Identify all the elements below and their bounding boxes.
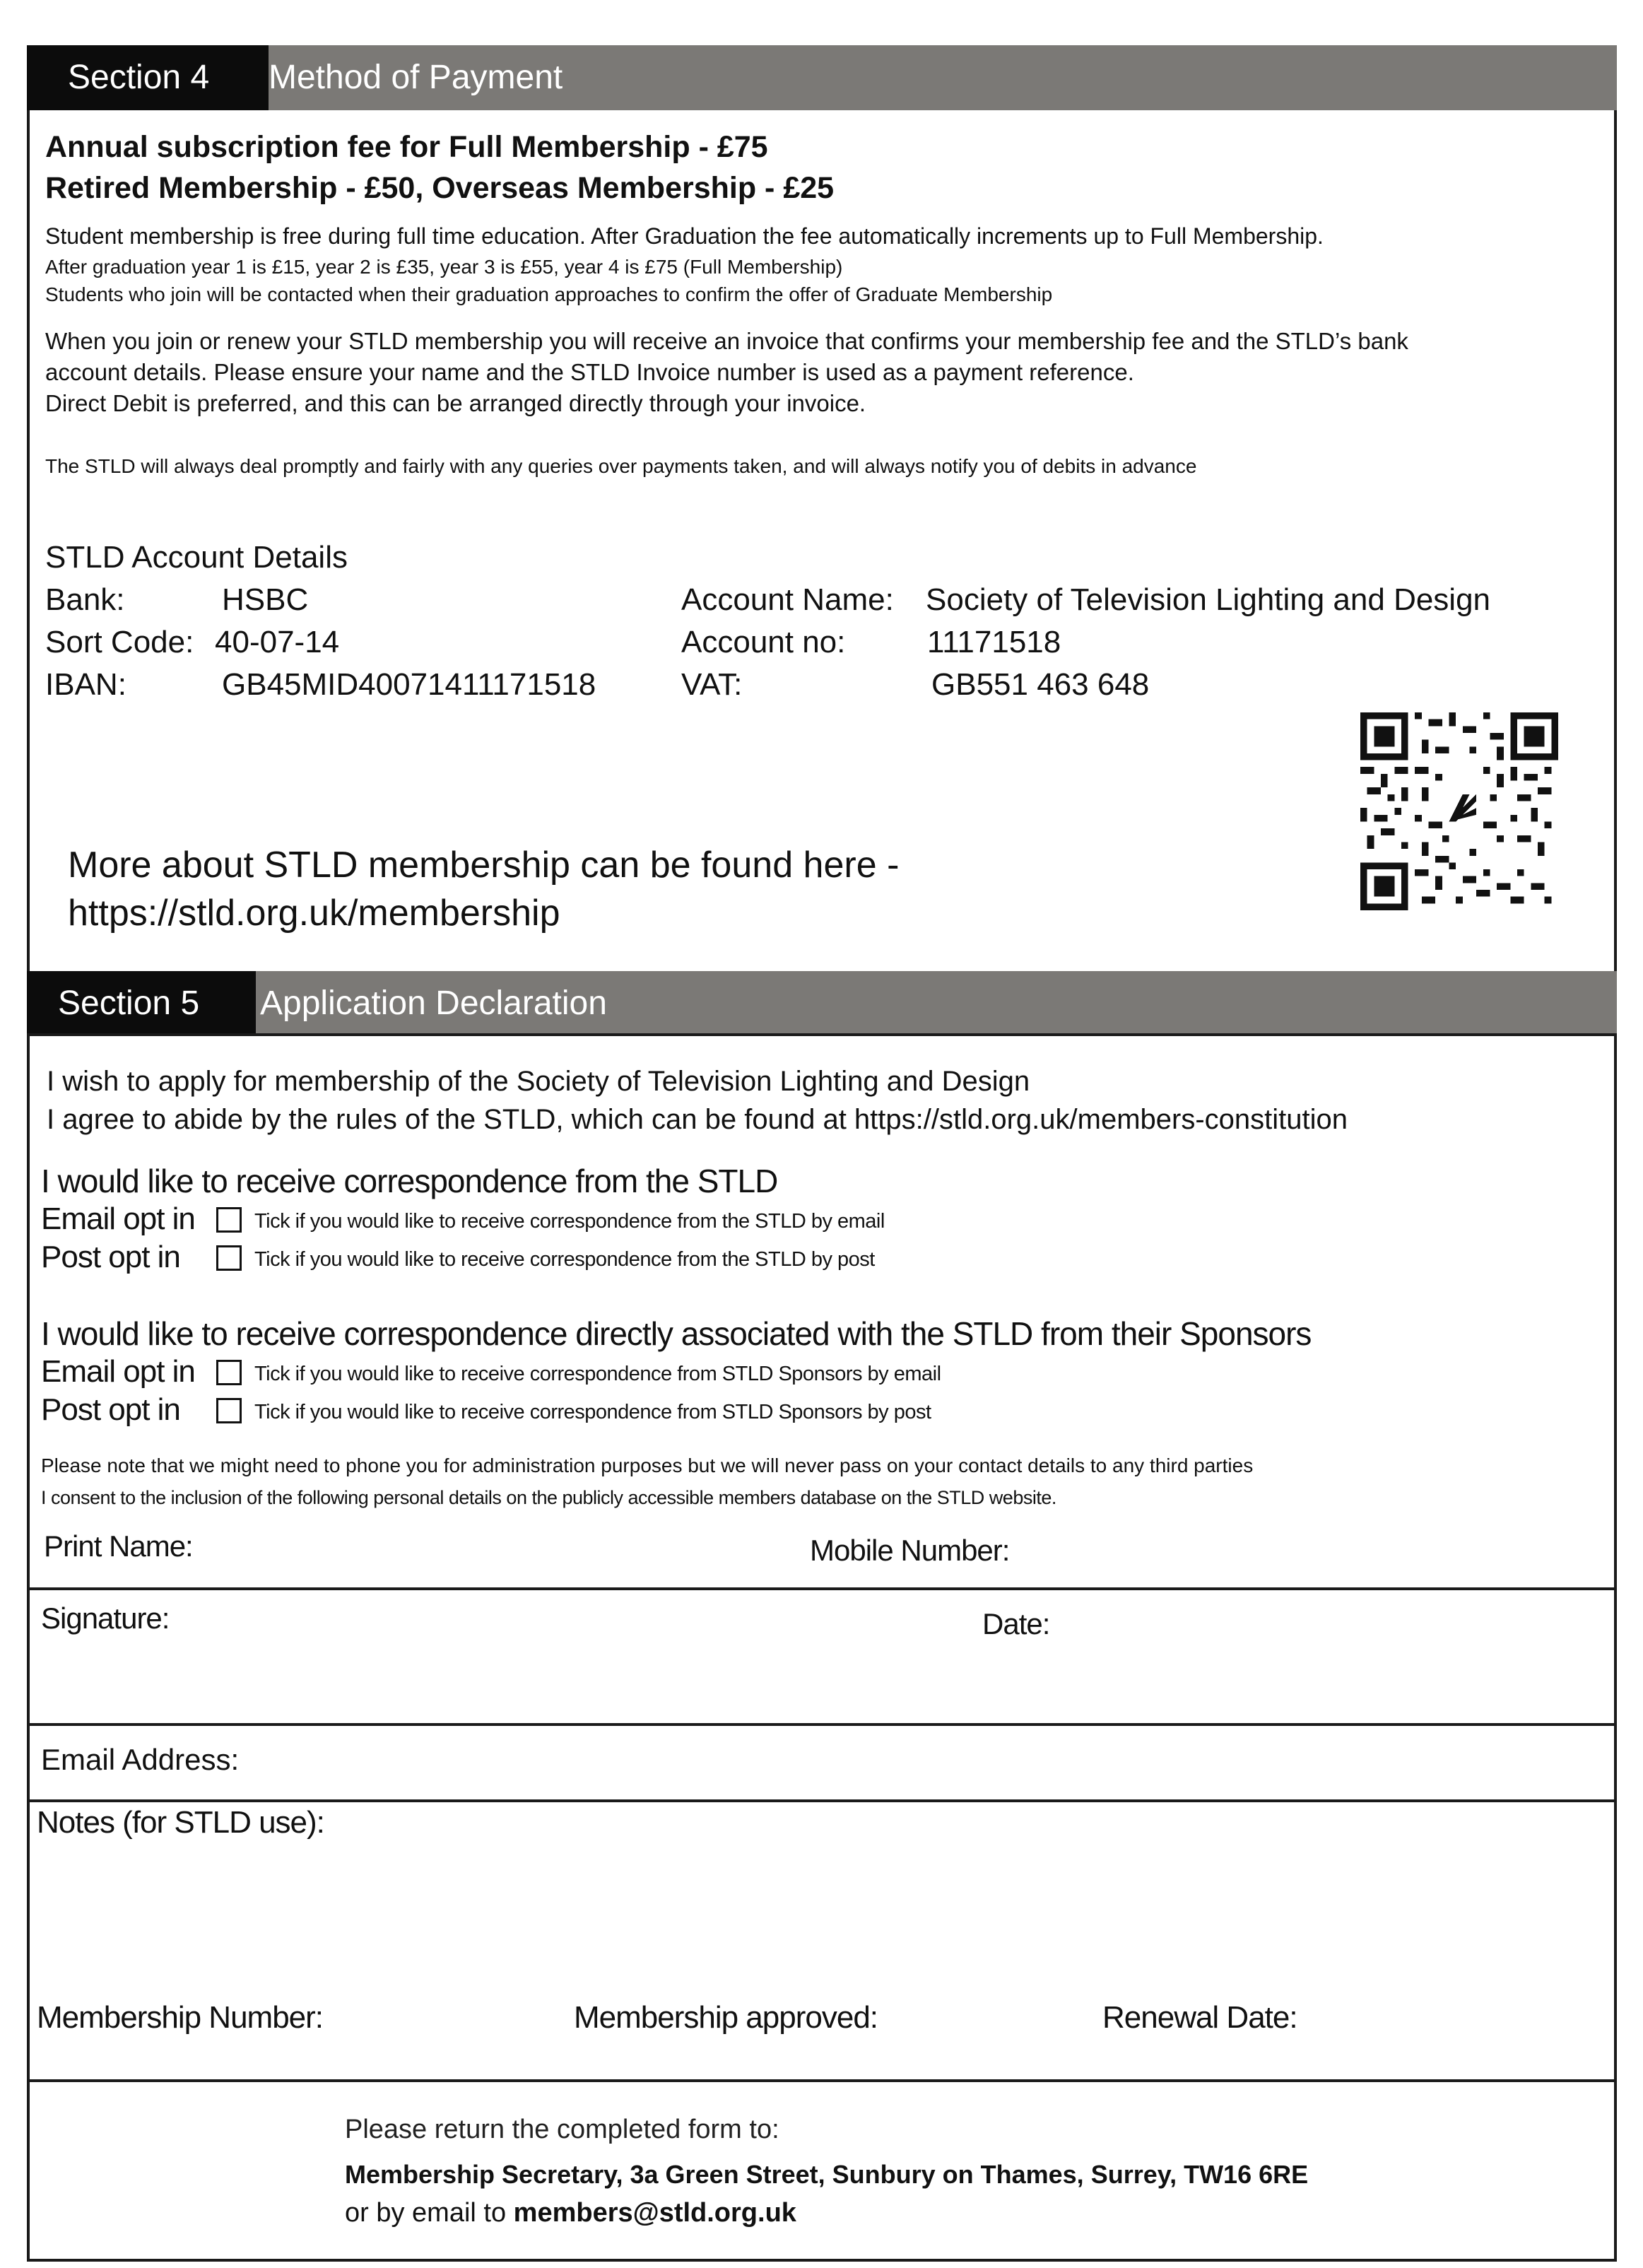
- section-5-number: Section 5: [27, 971, 256, 1036]
- return-address: Membership Secretary, 3a Green Street, Sunbury on Thames, Surrey, TW16 6RE: [345, 2160, 1309, 2189]
- account-name-label: Account Name:: [681, 582, 894, 617]
- return-email-prefix: or by email to: [345, 2198, 514, 2228]
- bank-label: Bank:: [45, 582, 125, 617]
- sponsor-post-opt-text: Tick if you would like to receive correspondence from STLD Sponsors by post: [254, 1401, 931, 1423]
- fee-line-2: Retired Membership - £50, Overseas Membership - £25: [45, 171, 835, 205]
- section-5-header-rule: [27, 1033, 1617, 1036]
- more-info-line-1: More about STLD membership can be found here -: [68, 845, 900, 886]
- iban-value: GB45MID40071411171518: [222, 667, 596, 702]
- sponsor-post-opt-label: Post opt in: [41, 1392, 180, 1427]
- stld-post-opt-label: Post opt in: [41, 1240, 180, 1274]
- account-name-value: Society of Television Lighting and Design: [926, 582, 1491, 617]
- iban-label: IBAN:: [45, 667, 126, 702]
- email-address-label: Email Address:: [41, 1743, 240, 1776]
- stld-email-opt-label: Email opt in: [41, 1201, 195, 1236]
- stld-email-opt-text: Tick if you would like to receive correspondence from the STLD by email: [254, 1210, 885, 1233]
- mobile-number-label: Mobile Number:: [810, 1534, 1010, 1567]
- return-email-line: [345, 2198, 796, 2228]
- bank-value: HSBC: [222, 582, 309, 617]
- invoice-line-1: When you join or renew your STLD membership you will receive an invoice that confirms your membership fee and the STLD’s bank: [45, 328, 1408, 354]
- sponsor-post-checkbox[interactable]: [216, 1398, 242, 1423]
- queries-note: The STLD will always deal promptly and fairly with any queries over payments taken, and will always notify you of debits in advance: [45, 455, 1197, 477]
- row-rule-3: [27, 1799, 1617, 1802]
- stld-email-checkbox[interactable]: [216, 1207, 242, 1233]
- sponsor-email-opt-label: Email opt in: [41, 1354, 195, 1389]
- signature-label: Signature:: [41, 1602, 170, 1635]
- membership-approved-label: Membership approved:: [574, 2000, 878, 2035]
- renewal-date-label: Renewal Date:: [1102, 2000, 1297, 2035]
- row-rule-4: [27, 2079, 1617, 2082]
- stld-post-opt-text: Tick if you would like to receive correspondence from the STLD by post: [254, 1248, 875, 1271]
- vat-label: VAT:: [681, 667, 743, 702]
- membership-url[interactable]: https://stld.org.uk/membership: [68, 893, 560, 934]
- print-name-label: Print Name:: [44, 1529, 193, 1563]
- account-no-label: Account no:: [681, 625, 846, 659]
- section-4-header: [27, 45, 1617, 110]
- sort-code-value: 40-07-14: [215, 625, 340, 659]
- fee-line-1: Annual subscription fee for Full Membership - £75: [45, 130, 768, 164]
- vat-value: GB551 463 648: [931, 667, 1150, 702]
- invoice-line-2: account details. Please ensure your name and the STLD Invoice number is used as a payment reference.: [45, 359, 1134, 385]
- qr-code-icon[interactable]: [1360, 712, 1558, 910]
- sponsor-email-checkbox[interactable]: [216, 1360, 242, 1385]
- consent-note: I consent to the inclusion of the following personal details on the publicly accessible members database on the STLD website.: [41, 1487, 1056, 1508]
- date-label: Date:: [982, 1607, 1050, 1640]
- phone-note: Please note that we might need to phone you for administration purposes but we will never pass on your contact details to any third parties: [41, 1455, 1254, 1476]
- sponsor-correspondence-heading: I would like to receive correspondence directly associated with the STLD from their Sponsors: [41, 1315, 1312, 1352]
- sponsor-email-opt-text: Tick if you would like to receive correspondence from STLD Sponsors by email: [254, 1363, 941, 1385]
- row-rule-2: [27, 1723, 1617, 1726]
- section-5-header: [27, 971, 1617, 1036]
- section-4-title: Method of Payment: [269, 59, 563, 96]
- membership-number-label: Membership Number:: [37, 2000, 324, 2035]
- stld-correspondence-heading: I would like to receive correspondence from the STLD: [41, 1163, 778, 1199]
- student-line-1: Student membership is free during full time education. After Graduation the fee automatically increments up to Full Membership.: [45, 223, 1324, 249]
- row-rule-1: [27, 1587, 1617, 1590]
- return-instruction: Please return the completed form to:: [345, 2115, 779, 2144]
- stld-post-checkbox[interactable]: [216, 1245, 242, 1271]
- declare-line-1: I wish to apply for membership of the Society of Television Lighting and Design: [47, 1066, 1030, 1097]
- account-no-value: 11171518: [927, 625, 1061, 659]
- student-line-3: Students who join will be contacted when their graduation approaches to confirm the offer of Graduate Membership: [45, 283, 1053, 305]
- notes-label: Notes (for STLD use):: [37, 1805, 324, 1840]
- section-4-number: Section 4: [27, 45, 269, 110]
- account-heading: STLD Account Details: [45, 540, 348, 575]
- return-email-address[interactable]: members@stld.org.uk: [513, 2198, 796, 2228]
- invoice-line-3: Direct Debit is preferred, and this can be arranged directly through your invoice.: [45, 390, 866, 416]
- section-5-title: Application Declaration: [260, 985, 607, 1022]
- sort-code-label: Sort Code:: [45, 625, 194, 659]
- declare-line-2: I agree to abide by the rules of the STLD, which can be found at https://stld.org.uk/members-constitution: [47, 1104, 1348, 1135]
- student-line-2: After graduation year 1 is £15, year 2 is £35, year 3 is £55, year 4 is £75 (Full Membership): [45, 256, 843, 278]
